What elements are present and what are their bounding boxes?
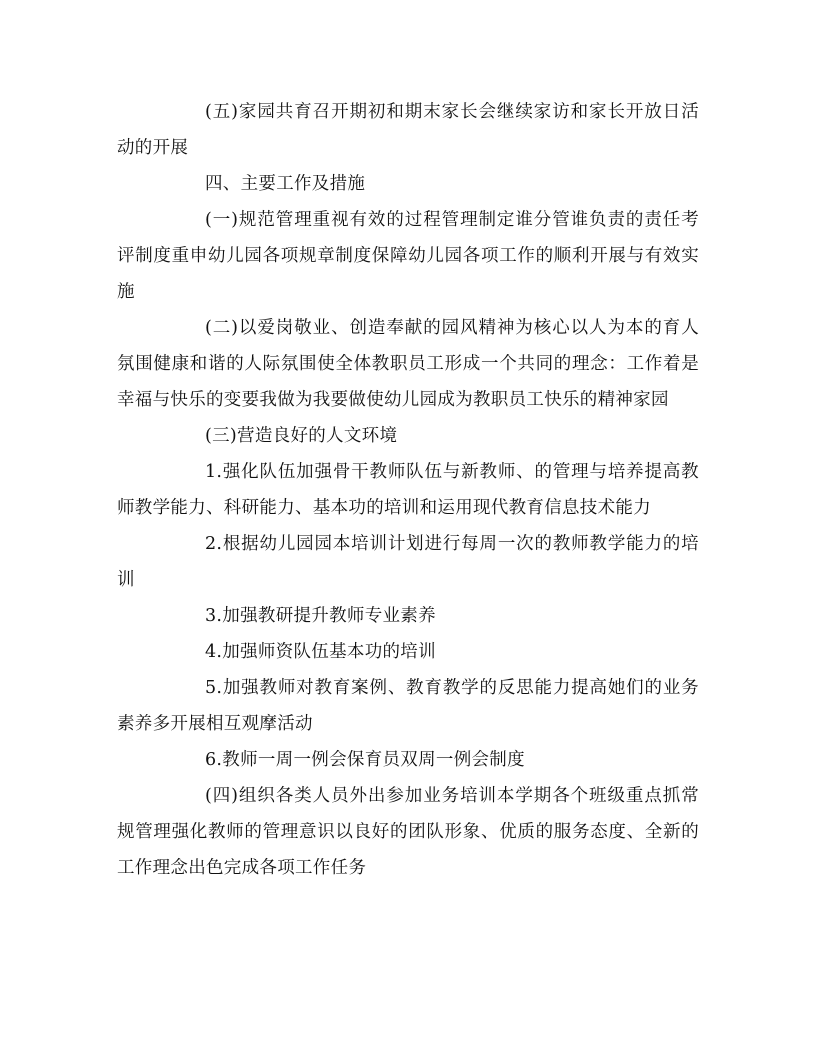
list-item-4: 4.加强师资队伍基本功的培训 [205, 642, 436, 662]
list-item-5: 5.加强教师对教育案例、教育教学的反思能力提高她们的业务素养多开展相互观摩活动 [117, 678, 699, 734]
list-item-3: 3.加强教研提升教师专业素养 [205, 606, 436, 626]
paragraph-external-training: (四)组织各类人员外出参加业务培训本学期各个班级重点抓常规管理强化教师的管理意识以良好的团队形象、优质的服务态度、全新的工作理念出色完成各项工作任务 [117, 786, 699, 878]
list-item-2: 2.根据幼儿园园本培训计划进行每周一次的教师教学能力的培训 [117, 534, 699, 590]
paragraph-humanistic-environment: (三)营造良好的人文环境 [205, 426, 398, 446]
paragraph-kindergarten-spirit: (二)以爱岗敬业、创造奉献的园风精神为核心以人为本的育人氛围健康和谐的人际氛围使全体教职员工形成一个共同的理念：工作着是幸福与快乐的变要我做为我要做使幼儿园成为教职员工快乐的精神家园 [117, 318, 699, 410]
list-item-1: 1.强化队伍加强骨干教师队伍与新教师、的管理与培养提高教师教学能力、科研能力、基本功的培训和运用现代教育信息技术能力 [117, 462, 699, 518]
paragraph-home-school-cooperation: (五)家园共育召开期初和期末家长会继续家访和家长开放日活动的开展 [117, 102, 699, 158]
paragraph-standardize-management: (一)规范管理重视有效的过程管理制定谁分管谁负责的责任考评制度重申幼儿园各项规章制度保障幼儿园各项工作的顺利开展与有效实施 [117, 210, 699, 302]
document-body [117, 94, 699, 886]
section-heading-main-work: 四、主要工作及措施 [205, 174, 366, 194]
list-item-6: 6.教师一周一例会保育员双周一例会制度 [205, 750, 525, 770]
